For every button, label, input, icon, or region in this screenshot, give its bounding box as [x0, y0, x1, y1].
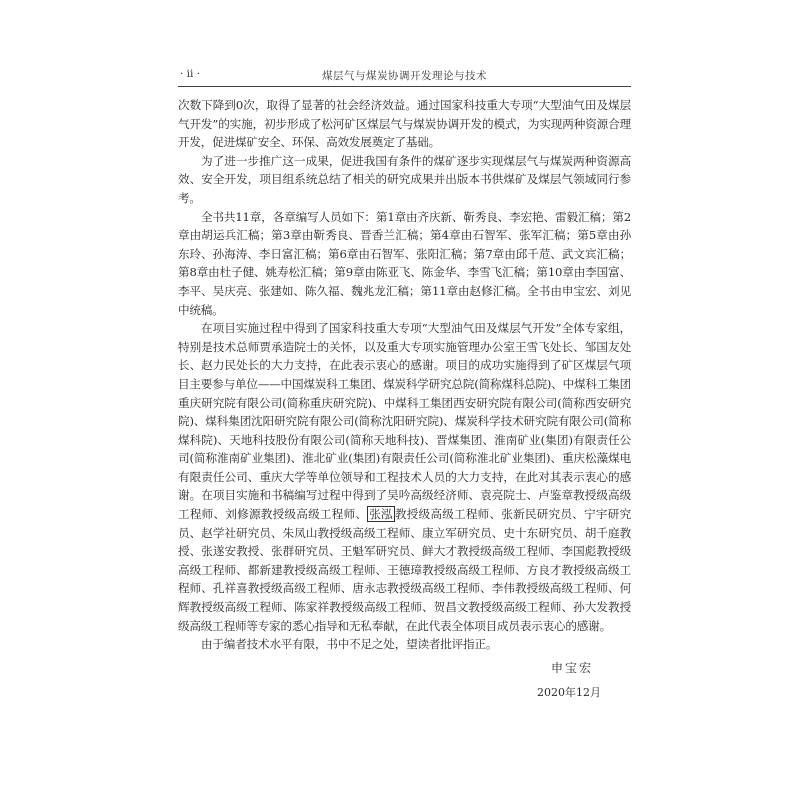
paragraph-continued: 次数下降到0次，取得了显著的社会经济效益。通过国家科技重大专项“大型油气田及煤层气开发”的实施，初步形成了松河矿区煤层气与煤炭协调开发的模式，为实现两种资源合理开发，促进煤矿安全、环保、高效发展奠定了基础。 — [178, 98, 631, 150]
acknowledgements-text-a: 在项目实施过程中得到了国家科技重大专项“大型油气田及煤层气开发”全体专家组，特别是技术总师贾承造院士的关怀，以及重大专项实施管理办公室王雪飞处长、邹国友处长、赵力民处长的大力支持，在此表示衷心的感谢。项目的成功实施得到了矿区煤层气项目主要参与单位——中国煤炭科工集团、煤炭科学研究总院(简称煤科总院)、中煤科工集团重庆研究院有限公司(简称重庆研究院)、中煤科工集团西安研究院有限公司(简称西安研究院)、煤科集团沈阳研究院有限公司(简称沈阳研究院)、煤炭科学技术研究院有限公司(简称煤科院)、天地科技股份有限公司(简称天地科技)、晋煤集团、淮南矿业(集团)有限责任公司(简称淮南矿业集团)、淮北矿业(集团)有限责任公司(简称淮北矿业集团)、重庆松藻煤电有限责任公司、重庆大学等单位领导和工程技术人员的大力支持，在此对其表示衷心的感谢。在项目实施和书稿编写过程中得到了吴吟高级经济师、袁亮院士、卢鉴章教授级高级工程师、刘修源教授级高级工程师、 — [178, 321, 632, 522]
page-folio: · ii · — [180, 68, 201, 80]
running-header — [178, 66, 631, 87]
paragraph-promotion: 为了进一步推广这一成果，促进我国有条件的煤矿逐步实现煤层气与煤炭两种资源高效、安全开发，项目组系统总结了相关的研究成果并出版本书供煤矿及煤层气领域同行参考。 — [178, 153, 631, 205]
preface-body — [178, 96, 631, 654]
boxed-name: 张泓 — [369, 507, 393, 522]
paragraph-acknowledgements — [178, 319, 631, 635]
paragraph-chapters: 全书共11章，各章编写人员如下：第1章由齐庆新、靳秀良、李宏艳、雷毅汇稿；第2章由胡运兵汇稿；第3章由靳秀良、晋香兰汇稿；第4章由石智军、张军汇稿；第5章由孙东玲、孙海涛、李日富汇稿；第6章由石智军、张阳汇稿；第7章由邱千苊、武文宾汇稿；第8章由杜子健、姚寿松汇稿；第9章由陈亚飞、陈金华、李雪飞汇稿；第10章由李国富、李平、吴庆亮、张建如、陈久福、魏兆龙汇稿；第11章由赵修汇稿。全书由申宝宏、刘见中统稿。 — [178, 209, 631, 317]
paragraph-closing: 由于编者技术水平有限，书中不足之处，望读者批评指正。 — [201, 637, 498, 652]
acknowledgements-text-b: 教授级高级工程师、张新民研究员、宁宇研究员、赵学社研究员、朱凤山教授级高级工程师、康立军研究员、史十东研究员、胡千庭教授、张遂安教授、张群研究员、王魁军研究员、鲜大才教授级高级工程师、李国彪教授级高级工程师、都新建教授级高级工程师、王德璋教授级高级工程师、方良才教授级高级工程师、孔祥喜教授级高级工程师、唐永志教授级高级工程师、李伟教授级高级工程师、何辉教授级高级工程师、陈家祥教授级高级工程师、贺昌文教授级高级工程师、孙大发教授级高级工程师等专家的悉心指导和无私奉献，在此代表全体项目成员表示衷心的感谢。 — [178, 507, 631, 633]
author-signature: 申宝宏 — [551, 661, 594, 675]
preface-date: 2020年12月 — [537, 686, 601, 699]
book-title: 煤层气与煤炭协调开发理论与技术 — [322, 70, 487, 82]
